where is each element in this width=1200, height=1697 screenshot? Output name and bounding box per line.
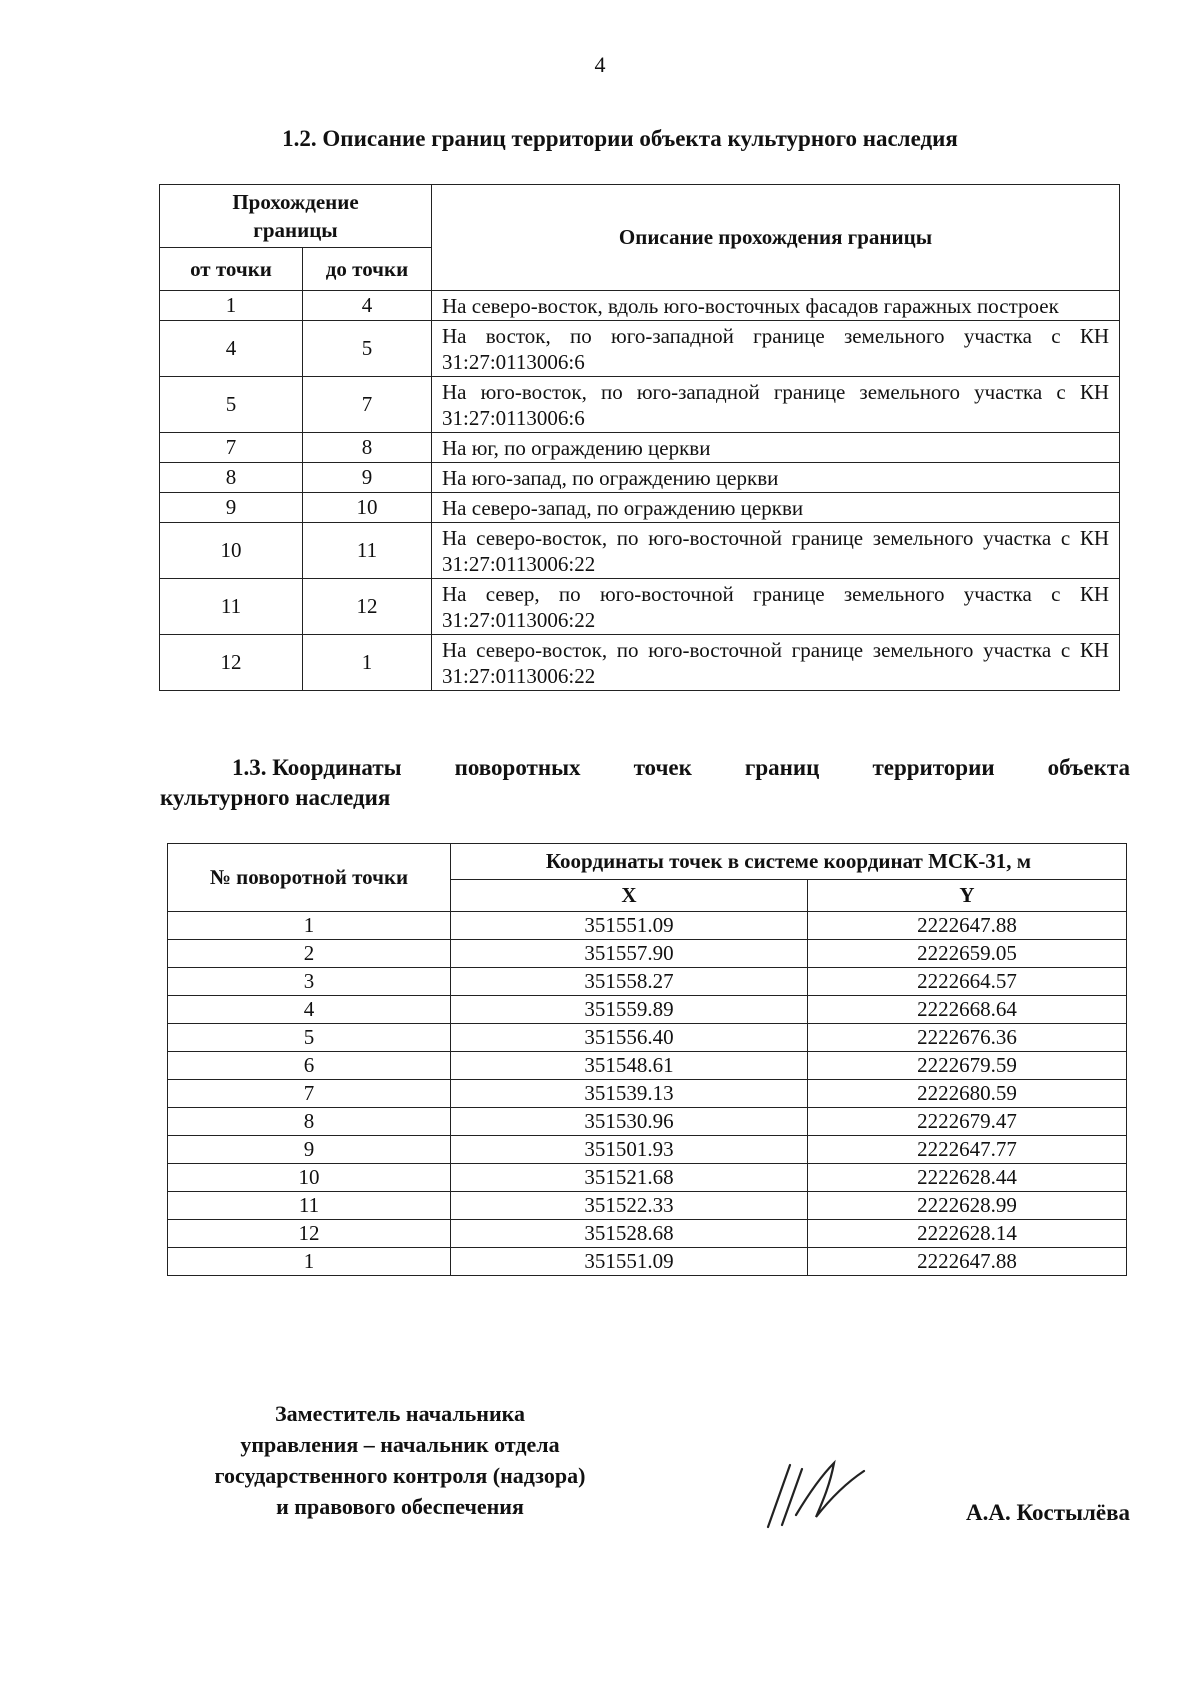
signatory-name: А.А. Костылёва	[966, 1500, 1130, 1525]
coordinates-table	[167, 843, 1127, 1276]
header-description: Описание прохождения границы	[432, 185, 1120, 291]
table-row	[160, 579, 1120, 635]
coord-y: 2222647.88	[808, 1248, 1127, 1276]
section-title-word: территории	[872, 755, 995, 780]
header-x: X	[451, 880, 808, 912]
point-number: 11	[168, 1192, 451, 1220]
coord-x: 351559.89	[451, 996, 808, 1024]
coord-x: 351530.96	[451, 1108, 808, 1136]
from-point: 12	[160, 635, 303, 691]
to-point: 11	[303, 523, 432, 579]
coord-y: 2222680.59	[808, 1080, 1127, 1108]
section-title-coordinates	[160, 755, 1130, 811]
coord-y: 2222679.47	[808, 1108, 1127, 1136]
handwritten-signature	[760, 1455, 870, 1535]
point-number: 2	[168, 940, 451, 968]
coord-x: 351556.40	[451, 1024, 808, 1052]
table-row	[168, 1108, 1127, 1136]
passage-description: На юг, по ограждению церкви	[432, 433, 1120, 463]
point-number: 6	[168, 1052, 451, 1080]
section-title-word: точек	[633, 755, 692, 780]
section-title-boundaries: 1.2. Описание границ территории объекта культурного наследия	[282, 126, 958, 151]
section-title-word: поворотных	[454, 755, 581, 780]
header-y: Y	[808, 880, 1127, 912]
coord-x: 351501.93	[451, 1136, 808, 1164]
table-row	[160, 493, 1120, 523]
table-row	[168, 1136, 1127, 1164]
coord-x: 351551.09	[451, 912, 808, 940]
coord-y: 2222628.14	[808, 1220, 1127, 1248]
point-number: 1	[168, 1248, 451, 1276]
point-number: 10	[168, 1164, 451, 1192]
table-row	[168, 1248, 1127, 1276]
point-number: 7	[168, 1080, 451, 1108]
point-number: 3	[168, 968, 451, 996]
table-row	[168, 912, 1127, 940]
from-point: 9	[160, 493, 303, 523]
from-point: 7	[160, 433, 303, 463]
section-title-line2: культурного наследия	[160, 785, 391, 810]
table-row	[160, 433, 1120, 463]
header-passage: Прохождение границы	[160, 185, 432, 248]
table-row	[160, 635, 1120, 691]
from-point: 11	[160, 579, 303, 635]
section-title-word: 1.3. Координаты	[232, 755, 402, 780]
table-row	[168, 1080, 1127, 1108]
to-point: 10	[303, 493, 432, 523]
from-point: 5	[160, 377, 303, 433]
coord-x: 351551.09	[451, 1248, 808, 1276]
to-point: 1	[303, 635, 432, 691]
coord-y: 2222628.99	[808, 1192, 1127, 1220]
table-row	[168, 1192, 1127, 1220]
point-number: 12	[168, 1220, 451, 1248]
coord-y: 2222628.44	[808, 1164, 1127, 1192]
passage-description: На юго-восток, по юго-западной границе земельного участка с КН 31:27:0113006:6	[432, 377, 1120, 433]
passage-description: На юго-запад, по ограждению церкви	[432, 463, 1120, 493]
to-point: 9	[303, 463, 432, 493]
point-number: 4	[168, 996, 451, 1024]
table-row	[168, 940, 1127, 968]
table-row	[168, 968, 1127, 996]
coord-x: 351522.33	[451, 1192, 808, 1220]
signatory-title	[160, 1398, 640, 1522]
coord-y: 2222668.64	[808, 996, 1127, 1024]
section-title-word: границ	[744, 755, 820, 780]
coord-y: 2222664.57	[808, 968, 1127, 996]
coord-x: 351528.68	[451, 1220, 808, 1248]
passage-description: На северо-запад, по ограждению церкви	[432, 493, 1120, 523]
point-number: 5	[168, 1024, 451, 1052]
section-title-word: объекта	[1047, 755, 1130, 780]
coord-x: 351557.90	[451, 940, 808, 968]
from-point: 1	[160, 291, 303, 321]
page-number: 4	[594, 52, 606, 77]
table-row	[168, 1052, 1127, 1080]
boundary-description-table	[159, 184, 1120, 691]
header-point-number: № поворотной точки	[168, 844, 451, 912]
coord-y: 2222647.88	[808, 912, 1127, 940]
from-point: 4	[160, 321, 303, 377]
table-row	[168, 1024, 1127, 1052]
header-from-point: от точки	[160, 248, 303, 291]
header-coordinates: Координаты точек в системе координат МСК-31, м	[451, 844, 1127, 880]
to-point: 12	[303, 579, 432, 635]
signatory-line-4: и правового обеспечения	[276, 1494, 524, 1519]
passage-description: На северо-восток, по юго-восточной границе земельного участка с КН 31:27:0113006:22	[432, 635, 1120, 691]
point-number: 1	[168, 912, 451, 940]
header-to-point: до точки	[303, 248, 432, 291]
table-row	[160, 291, 1120, 321]
coord-x: 351548.61	[451, 1052, 808, 1080]
table-row	[160, 523, 1120, 579]
passage-description: На север, по юго-восточной границе земельного участка с КН 31:27:0113006:22	[432, 579, 1120, 635]
coord-y: 2222679.59	[808, 1052, 1127, 1080]
to-point: 8	[303, 433, 432, 463]
passage-description: На восток, по юго-западной границе земельного участка с КН 31:27:0113006:6	[432, 321, 1120, 377]
point-number: 8	[168, 1108, 451, 1136]
signatory-line-2: управления – начальник отдела	[240, 1432, 560, 1457]
passage-description: На северо-восток, вдоль юго-восточных фасадов гаражных построек	[432, 291, 1120, 321]
from-point: 8	[160, 463, 303, 493]
table-row	[168, 1164, 1127, 1192]
from-point: 10	[160, 523, 303, 579]
coord-x: 351539.13	[451, 1080, 808, 1108]
signatory-line-1: Заместитель начальника	[275, 1401, 525, 1426]
to-point: 7	[303, 377, 432, 433]
coord-y: 2222659.05	[808, 940, 1127, 968]
coord-x: 351521.68	[451, 1164, 808, 1192]
to-point: 4	[303, 291, 432, 321]
table-row	[160, 377, 1120, 433]
table-row	[168, 996, 1127, 1024]
signatory-line-3: государственного контроля (надзора)	[214, 1463, 586, 1488]
coord-y: 2222676.36	[808, 1024, 1127, 1052]
coord-y: 2222647.77	[808, 1136, 1127, 1164]
to-point: 5	[303, 321, 432, 377]
coord-x: 351558.27	[451, 968, 808, 996]
passage-description: На северо-восток, по юго-восточной границе земельного участка с КН 31:27:0113006:22	[432, 523, 1120, 579]
table-row	[160, 321, 1120, 377]
table-row	[168, 1220, 1127, 1248]
point-number: 9	[168, 1136, 451, 1164]
table-row	[160, 463, 1120, 493]
